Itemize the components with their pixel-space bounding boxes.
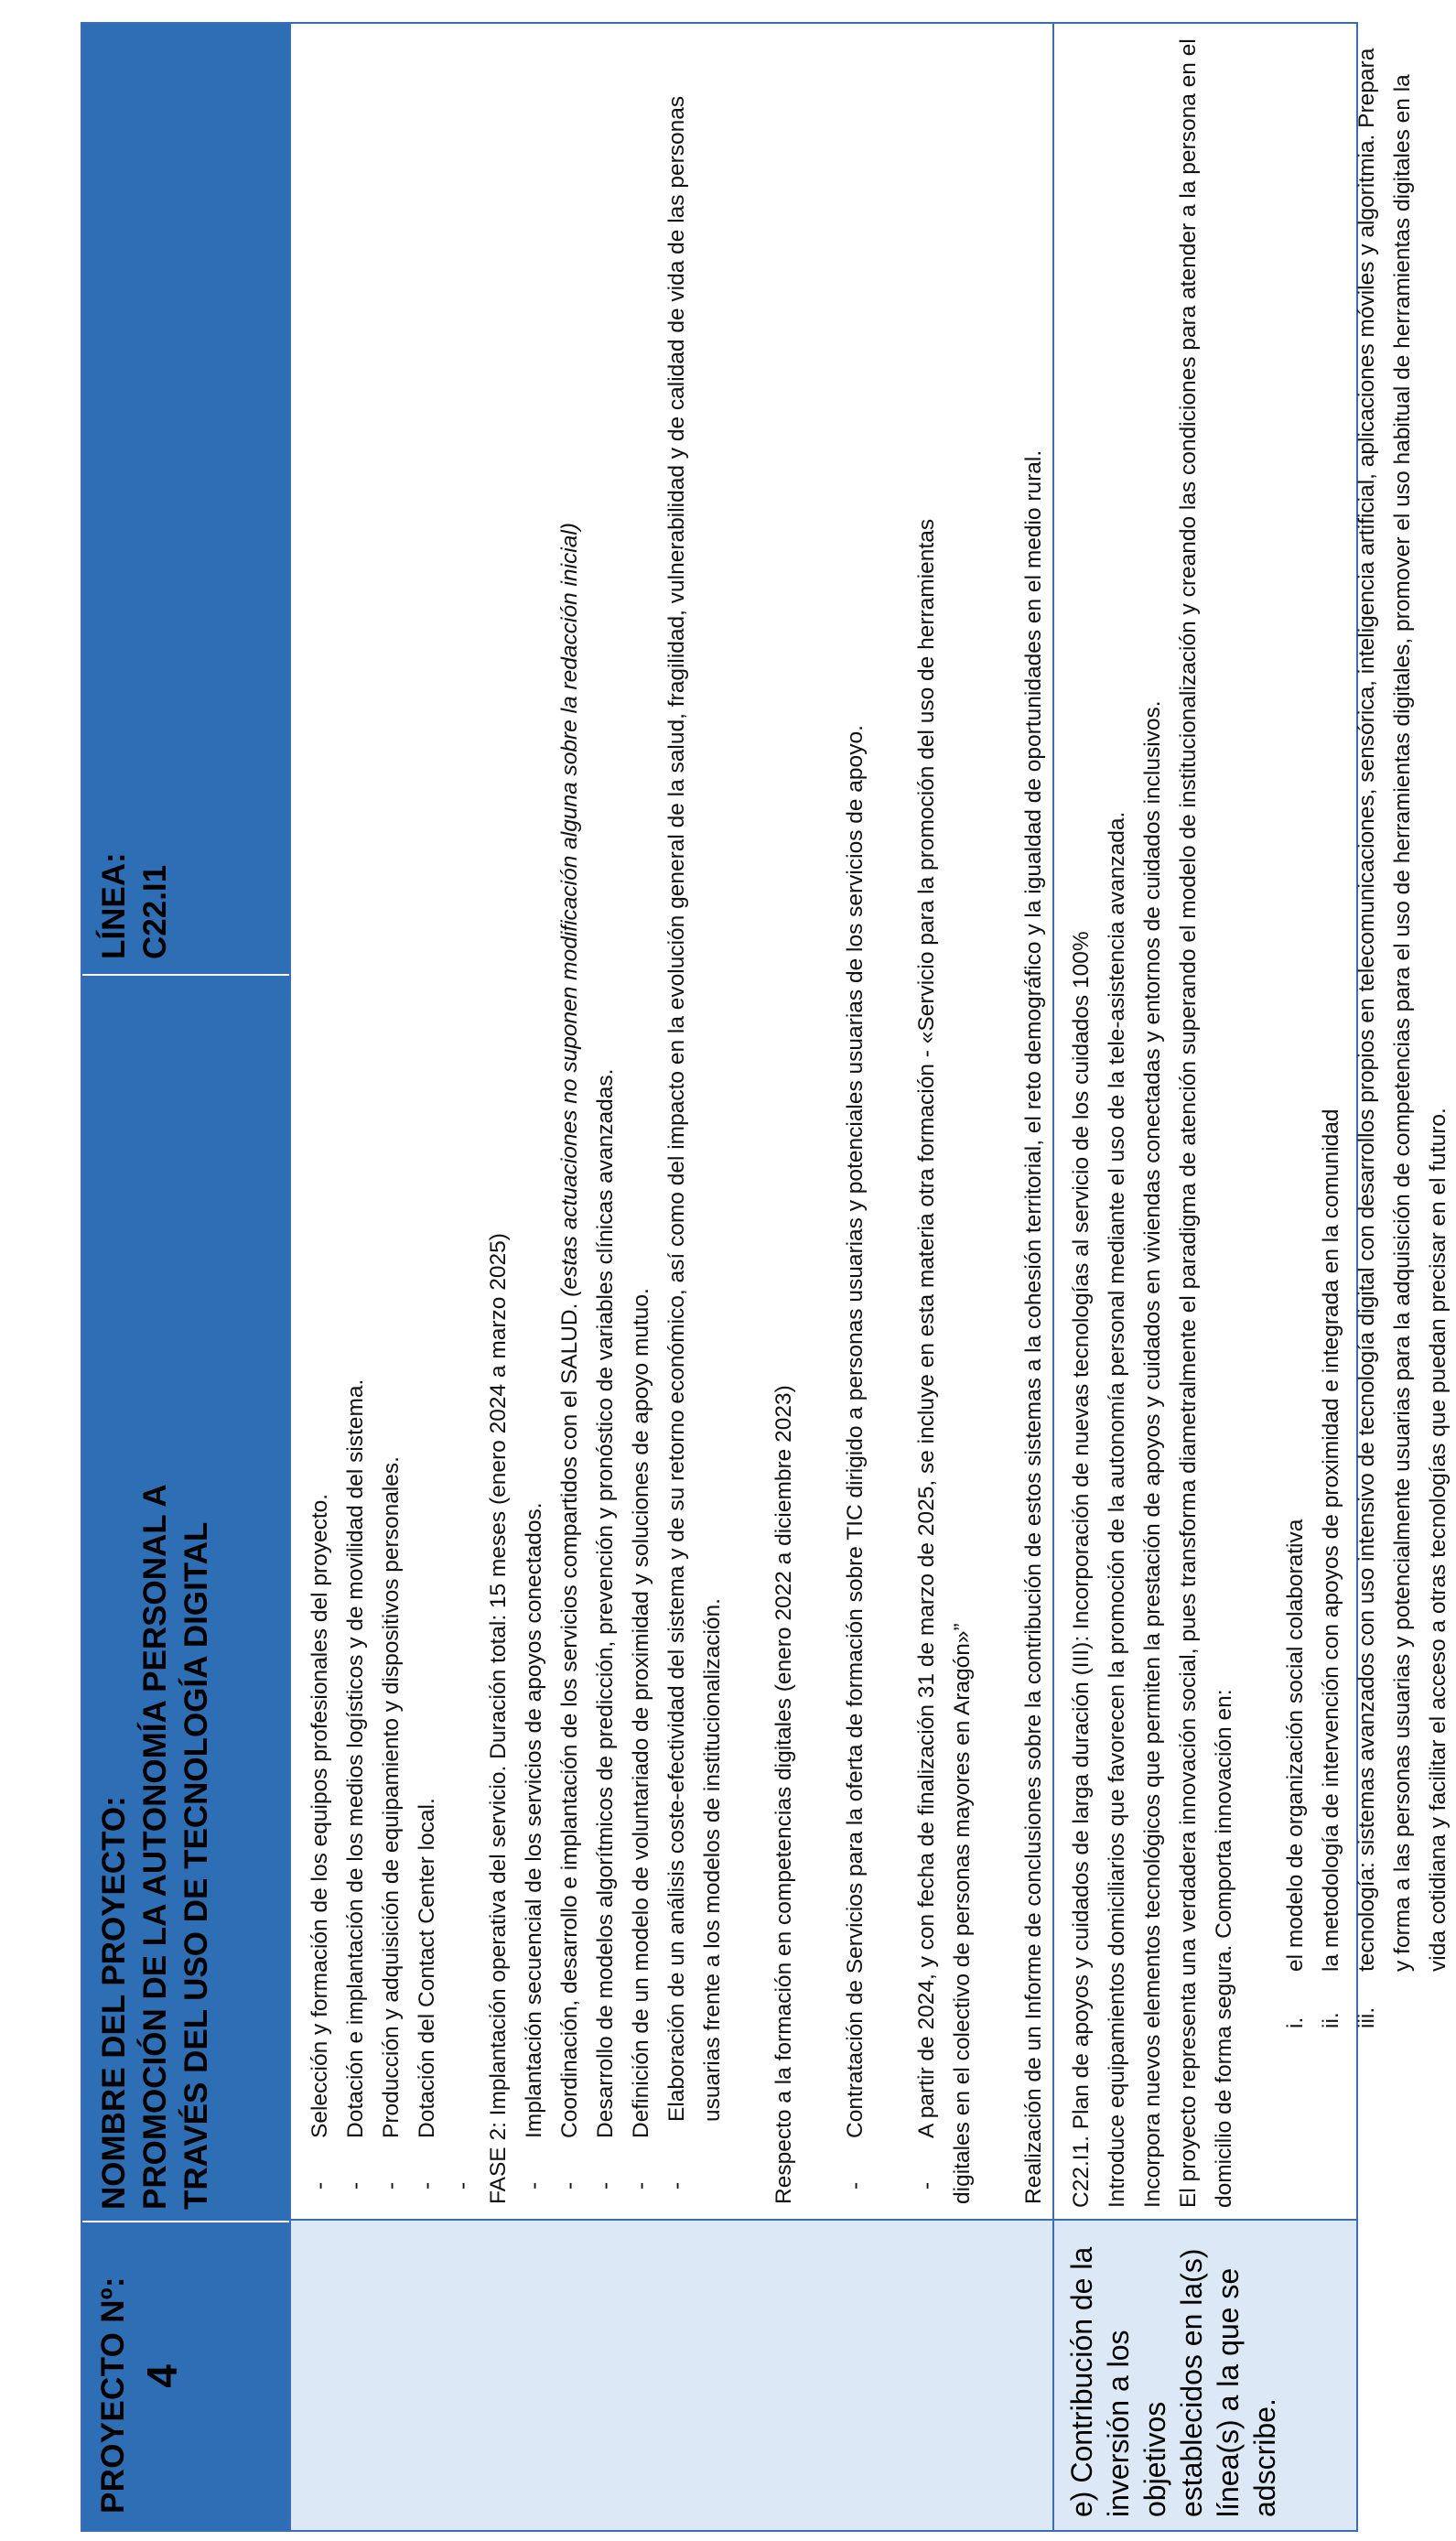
- line-value: C22.I1: [137, 864, 173, 959]
- list-item: - A partir de 2024, y con fecha de finalización 31 de marzo de 2025, se incluye en esta materia otra formación - «Servicio para la promoción del uso de herramientas: [909, 38, 944, 2204]
- list-item: - Desarrollo de modelos algorítmicos de predicción, prevención y pronóstico de variables clínicas avanzadas.: [588, 38, 623, 2204]
- list-item: - Producción y adquisición de equipamiento y dispositivos personales.: [373, 38, 409, 2204]
- roman-numeral: iii.: [1354, 2006, 1379, 2028]
- paragraph-line: Incorpora nuevos elementos tecnológicos que permiten la prestación de apoyos y cuidados en viviendas conectadas y entornos de cuidados inclusivos.: [1140, 700, 1165, 2208]
- row1-left-cell: [289, 2221, 1052, 2530]
- roman-text: el modelo de organización social colaborativa: [1283, 1519, 1308, 1972]
- spacer: [1242, 35, 1278, 2208]
- fase2-heading: FASE 2: Implantación operativa del servicio. Duración total: 15 meses (enero 2024 a marzo 2025): [486, 1233, 511, 2204]
- name-line-1: PROMOCIÓN DE LA AUTONOMÍA PERSONAL A: [137, 1484, 173, 2210]
- project-label: PROYECTO Nº:: [95, 2276, 131, 2514]
- list-item: - Implantación secuencial de los servicios de apoyos conectados.: [516, 38, 552, 2204]
- list-item: - Elaboración de un análisis coste-efectividad del sistema y de su retorno económico, así como del impacto en la evolución general de la salud, fragilidad, vulnerabilidad y de calidad de vida de las personas usuarias frente a los modelos de institucionalización.: [659, 38, 730, 2204]
- list-item: - Selección y formación de los equipos profesionales del proyecto.: [302, 38, 338, 2204]
- italic-note: (estas actuaciones no suponen modificación alguna sobre la redacción inicial): [557, 523, 582, 1297]
- informe-paragraph: Realización de un Informe de conclusiones sobre la contribución de estos sistemas a la cohesión territorial, el reto demográfico y la igualdad de oportunidades en el medio rural.: [1021, 449, 1046, 2204]
- list-item: - Dotación e implantación de los medios logísticos y de movilidad del sistema.: [338, 38, 373, 2204]
- list-item-continuation: digitales en el colectivo de personas mayores en Aragón»”: [950, 1623, 975, 2204]
- project-table: [81, 22, 1451, 2532]
- spacer: [730, 38, 766, 2204]
- line-label: LÍNEA:: [96, 852, 132, 959]
- contribution-content-cell: [1052, 24, 1451, 2221]
- row1-content-cell: [289, 24, 1052, 2221]
- project-number: 4: [138, 2364, 186, 2388]
- paragraph-line: El proyecto representa una verdadera innovación social, pues transforma diametralmente el paradigma de atención superando el modelo de institucionalización y creando las condiciones para atender a la persona en el domicilio de forma segura. Comporta innovación en:: [1176, 38, 1236, 2208]
- paragraph-line: Introduce equipamientos domiciliarios que favorecen la promoción de la autonomía personal mediante el uso de la tele-asistencia avanzada.: [1105, 811, 1129, 2208]
- list-item: - Dotación del Contact Center local.: [409, 38, 445, 2204]
- contribution-label: e) Contribución de la inversión a los objetivos establecidos en la(s) línea(s) a la que se adscribe.: [1065, 2246, 1281, 2517]
- project-number-header: [82, 2221, 289, 2530]
- contribution-label-cell: [1052, 2221, 1356, 2530]
- name-line-2: TRAVÉS DEL USO DE TECNOLOGÍA DIGITAL: [178, 1521, 214, 2210]
- paragraph-line: C22.I1. Plan de apoyos y cuidados de larga duración (III): Incorporación de nuevas tecnologías al servicio de los cuidados 100%: [1069, 931, 1094, 2208]
- roman-numeral: i.: [1283, 2017, 1308, 2028]
- name-label: NOMBRE DEL PROYECTO:: [96, 1796, 132, 2210]
- spacer: [873, 38, 909, 2204]
- roman-list-item: [1278, 35, 1313, 2208]
- line-header: [82, 24, 289, 974]
- list-item: [552, 38, 588, 2204]
- empty-list-item: [445, 38, 480, 2204]
- list-item: - Definición de un modelo de voluntariado de proximidad y soluciones de apoyo mutuo.: [623, 38, 659, 2204]
- roman-list-item: [1349, 35, 1456, 2208]
- list-item: - Contratación de Servicios para la oferta de formación sobre TIC dirigido a personas usuarias y potenciales usuarias de los servicios de apoyo.: [837, 38, 873, 2204]
- spacer: [980, 38, 1016, 2204]
- roman-text: tecnología: sistemas avanzados con uso intensivo de tecnología digital con desarrollos propios en telecomunicaciones, sensórica, inteligencia artificial, aplicaciones móviles y algoritmia. Prepara y forma a las personas usuarias y potencialmente usuarias para la adquisición de competencias para el uso de herramientas digitales, promover el uso habitual de herramientas digitales en la vida cotidiana y facilitar el acceso a otras tecnologías que puedan precisar en el futuro.: [1354, 48, 1451, 1972]
- roman-numeral: ii.: [1319, 2012, 1343, 2028]
- spacer: [802, 38, 837, 2204]
- list-item-text: Coordinación, desarrollo e implantación de los servicios compartidos con el SALUD.: [557, 1303, 582, 2138]
- formacion-heading: Respecto a la formación en competencias digitales (enero 2022 a diciembre 2023): [771, 1385, 796, 2204]
- project-name-header: [82, 974, 289, 2221]
- roman-text: la metodología de intervención con apoyos de proximidad e integrada en la comunidad: [1319, 1108, 1343, 1972]
- roman-list-item: [1313, 35, 1349, 2208]
